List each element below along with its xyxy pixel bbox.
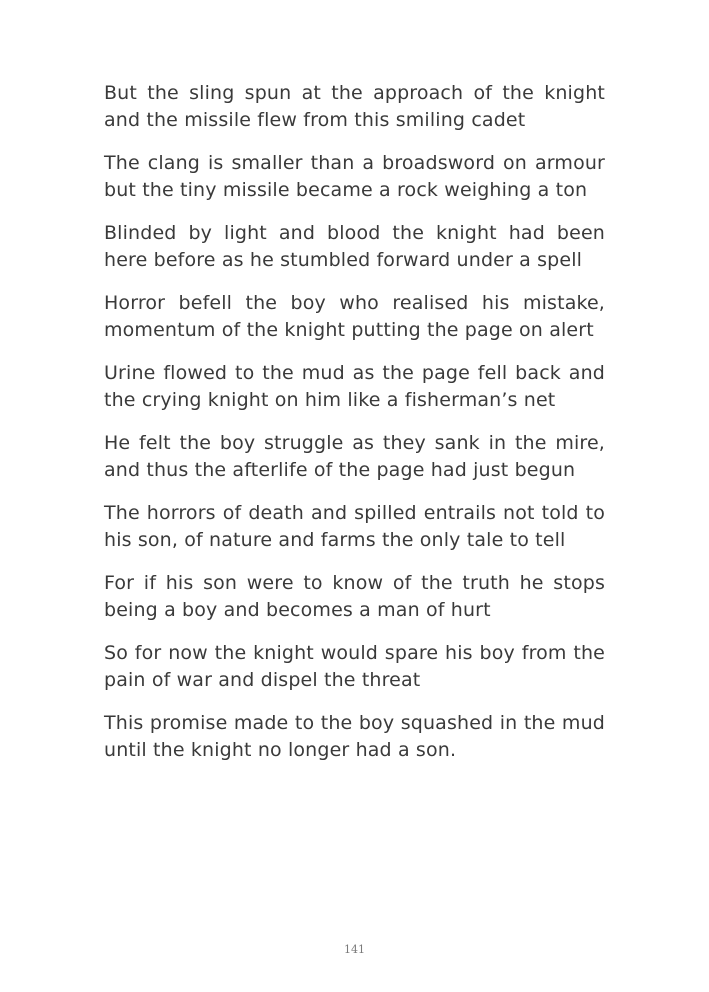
stanza-10: This promise made to the boy squashed in the mud until the knight no longer had a son. xyxy=(104,712,605,761)
stanza-9: So for now the knight would spare his boy from the pain of war and dispel the threat xyxy=(104,642,605,691)
stanza-7: The horrors of death and spilled entrails not told to his son, of nature and farms the only tale to tell xyxy=(104,502,605,551)
stanza-5: Urine flowed to the mud as the page fell back and the crying knight on him like a fisherman’s net xyxy=(104,362,605,411)
page-number: 141 xyxy=(344,943,365,956)
stanza-6: He felt the boy struggle as they sank in the mire, and thus the afterlife of the page had just begun xyxy=(104,432,605,481)
stanza-1: But the sling spun at the approach of the knight and the missile flew from this smiling cadet xyxy=(104,82,605,131)
stanza-8: For if his son were to know of the truth he stops being a boy and becomes a man of hurt xyxy=(104,572,605,621)
stanza-4: Horror befell the boy who realised his mistake, momentum of the knight putting the page on alert xyxy=(104,292,605,341)
stanza-3: Blinded by light and blood the knight had been here before as he stumbled forward under a spell xyxy=(104,222,605,271)
stanza-2: The clang is smaller than a broadsword on armour but the tiny missile became a rock weighing a ton xyxy=(104,152,605,201)
poem-body xyxy=(104,80,605,780)
